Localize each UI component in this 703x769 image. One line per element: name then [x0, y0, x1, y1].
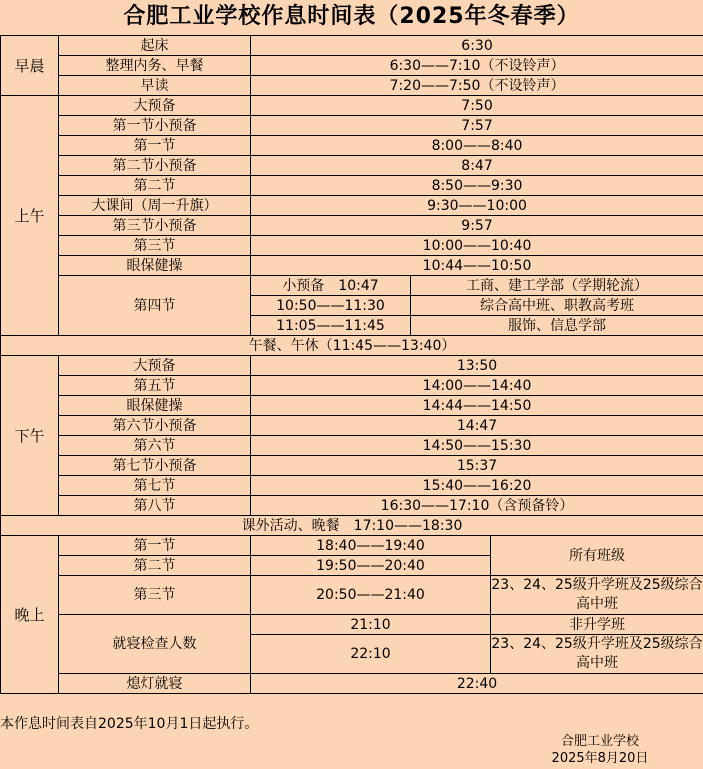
- item-cell: 第七节: [59, 476, 251, 496]
- activity-break: 课外活动、晚餐 17:10——18:30: [1, 516, 703, 536]
- time-cell: 22:10: [251, 635, 491, 674]
- time-cell: 6:30: [251, 36, 703, 56]
- item-cell: 第六节: [59, 436, 251, 456]
- item-cell: 第三节小预备: [59, 216, 251, 236]
- group-cell: 23、24、25级升学班及25级综合高中班: [491, 576, 703, 615]
- table-row: [1, 615, 703, 635]
- table-row: [1, 456, 703, 476]
- item-cell: 第五节: [59, 376, 251, 396]
- table-row: [1, 176, 703, 196]
- table-row: [1, 156, 703, 176]
- table-row: [1, 216, 703, 236]
- item-cell: 第六节小预备: [59, 416, 251, 436]
- footer-note: 本作息时间表自2025年10月1日起执行。: [0, 716, 259, 732]
- table-row: [1, 376, 703, 396]
- table-row: [1, 256, 703, 276]
- time-cell: 14:44——14:50: [251, 396, 703, 416]
- signature-school: 合肥工业学校: [560, 734, 639, 749]
- table-row: [1, 496, 703, 516]
- group-cell: 所有班级: [491, 536, 703, 576]
- table-row: [1, 536, 703, 556]
- period-evening: 晚上: [1, 536, 59, 694]
- time-cell: 11:05——11:45: [251, 316, 411, 336]
- time-cell: 13:50: [251, 356, 703, 376]
- item-cell: 熄灯就寝: [59, 674, 251, 694]
- time-cell: 19:50——20:40: [251, 556, 491, 576]
- time-cell: 8:00——8:40: [251, 136, 703, 156]
- time-cell: 10:00——10:40: [251, 236, 703, 256]
- group-cell: 服饰、信息学部: [411, 316, 703, 336]
- item-cell: 整理内务、早餐: [59, 56, 251, 76]
- time-cell: 10:50——11:30: [251, 296, 411, 316]
- time-cell: 21:10: [251, 615, 491, 635]
- item-cell: 第一节: [59, 536, 251, 556]
- period-afternoon: 下午: [1, 356, 59, 516]
- table-row: [1, 476, 703, 496]
- item-cell: 大预备: [59, 96, 251, 116]
- time-cell: 7:50: [251, 96, 703, 116]
- item-cell: 第三节: [59, 576, 251, 615]
- time-cell: 7:57: [251, 116, 703, 136]
- signature-date: 2025年8月20日: [551, 751, 649, 766]
- time-cell: 20:50——21:40: [251, 576, 491, 615]
- table-row: [1, 236, 703, 256]
- schedule-table: [0, 35, 703, 694]
- group-cell: 23、24、25级升学班及25级综合高中班: [491, 635, 703, 674]
- item-cell: 第一节小预备: [59, 116, 251, 136]
- item-cell: 第七节小预备: [59, 456, 251, 476]
- table-row: [1, 196, 703, 216]
- table-row: [1, 336, 703, 356]
- time-cell: 14:50——15:30: [251, 436, 703, 456]
- item-cell: 就寝检查人数: [59, 615, 251, 674]
- time-cell: 9:30——10:00: [251, 196, 703, 216]
- table-row: [1, 436, 703, 456]
- time-cell: 8:50——9:30: [251, 176, 703, 196]
- time-cell: 18:40——19:40: [251, 536, 491, 556]
- time-cell: 8:47: [251, 156, 703, 176]
- table-row: [1, 416, 703, 436]
- table-row: [1, 356, 703, 376]
- item-cell: 早读: [59, 76, 251, 96]
- time-cell: 小预备 10:47: [251, 276, 411, 296]
- noon-break: 午餐、午休（11:45——13:40）: [1, 336, 703, 356]
- period-morning: 早晨: [1, 36, 59, 96]
- item-cell: 起床: [59, 36, 251, 56]
- time-cell: 7:20——7:50（不设铃声）: [251, 76, 703, 96]
- period-forenoon: 上午: [1, 96, 59, 336]
- group-cell: 综合高中班、职教高考班: [411, 296, 703, 316]
- time-cell: 10:44——10:50: [251, 256, 703, 276]
- time-cell: 9:57: [251, 216, 703, 236]
- time-cell: 14:00——14:40: [251, 376, 703, 396]
- item-cell: 眼保健操: [59, 256, 251, 276]
- item-cell: 第二节: [59, 176, 251, 196]
- time-cell: 22:40: [251, 674, 703, 694]
- group-cell: 工商、建工学部（学期轮流）: [411, 276, 703, 296]
- table-row: [1, 516, 703, 536]
- table-row: [1, 276, 703, 296]
- table-row: [1, 36, 703, 56]
- item-cell: 大预备: [59, 356, 251, 376]
- time-cell: 15:40——16:20: [251, 476, 703, 496]
- table-row: [1, 116, 703, 136]
- table-row: [1, 674, 703, 694]
- time-cell: 16:30——17:10（含预备铃）: [251, 496, 703, 516]
- item-cell: 大课间（周一升旗）: [59, 196, 251, 216]
- item-cell-fourth-period: 第四节: [59, 276, 251, 336]
- item-cell: 第八节: [59, 496, 251, 516]
- group-cell: 非升学班: [491, 615, 703, 635]
- signature-block: [540, 733, 660, 767]
- table-row: [1, 396, 703, 416]
- item-cell: 眼保健操: [59, 396, 251, 416]
- time-cell: 14:47: [251, 416, 703, 436]
- page-title: 合肥工业学校作息时间表（2025年冬春季）: [123, 4, 580, 29]
- table-row: [1, 76, 703, 96]
- table-row: [1, 96, 703, 116]
- time-cell: 6:30——7:10（不设铃声）: [251, 56, 703, 76]
- table-row: [1, 56, 703, 76]
- time-cell: 15:37: [251, 456, 703, 476]
- table-row: [1, 136, 703, 156]
- item-cell: 第三节: [59, 236, 251, 256]
- item-cell: 第二节小预备: [59, 156, 251, 176]
- item-cell: 第二节: [59, 556, 251, 576]
- item-cell: 第一节: [59, 136, 251, 156]
